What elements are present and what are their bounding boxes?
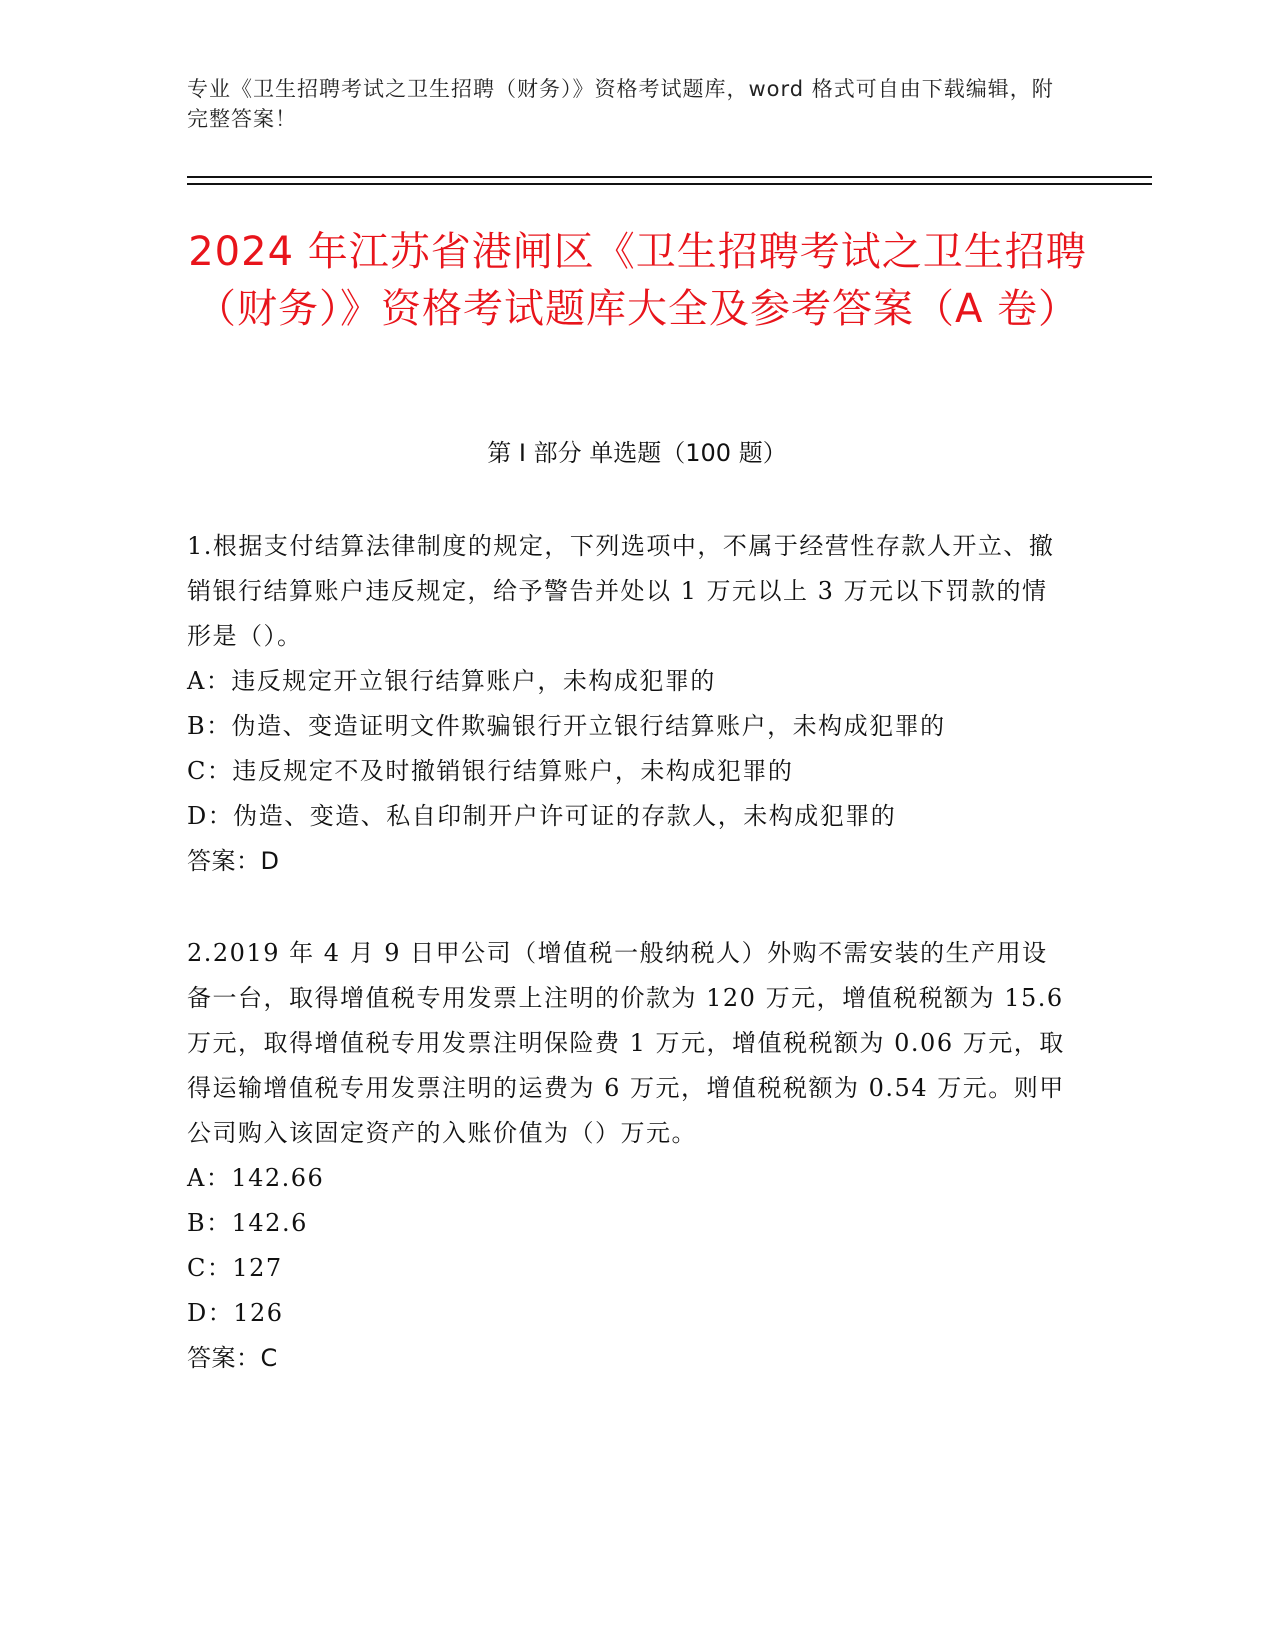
answer: 答案：C bbox=[187, 1344, 278, 1372]
option-c: C：127 bbox=[187, 1254, 283, 1282]
option-a: A：142.66 bbox=[187, 1164, 325, 1192]
option-b: B：142.6 bbox=[187, 1209, 308, 1237]
option-d: D：伪造、变造、私自印制开户许可证的存款人，未构成犯罪的 bbox=[187, 802, 897, 830]
option-c: C：违反规定不及时撤销银行结算账户，未构成犯罪的 bbox=[187, 757, 794, 785]
header-note: 专业《卫生招聘考试之卫生招聘（财务）》资格考试题库，word 格式可自由下载编辑，附完整答案！ bbox=[187, 77, 1054, 131]
section-title: 第 I 部分 单选题（100 题） bbox=[487, 439, 787, 467]
document-title: 2024 年江苏省港闸区《卫生招聘考试之卫生招聘（财务）》资格考试题库大全及参考答案（A 卷） bbox=[188, 229, 1087, 332]
header-rule-bottom bbox=[187, 183, 1152, 185]
header-rule-top bbox=[187, 176, 1152, 178]
answer: 答案：D bbox=[187, 847, 280, 875]
question-2 bbox=[187, 931, 1067, 1381]
question-1 bbox=[187, 524, 1067, 884]
question-stem: 1.根据支付结算法律制度的规定，下列选项中，不属于经营性存款人开立、撤销银行结算账户违反规定，给予警告并处以 1 万元以上 3 万元以下罚款的情形是（）。 bbox=[187, 532, 1055, 650]
question-stem: 2.2019 年 4 月 9 日甲公司（增值税一般纳税人）外购不需安装的生产用设备一台，取得增值税专用发票上注明的价款为 120 万元，增值税税额为 15.6 万元，取得增值税专用发票注明保险费 1 万元，增值税税额为 0.06 万元，取得运输增值税专用发票注明的运费为 6 万元，增值税税额为 0.54 万元。则甲公司购入该固定资产的入账价值为（）万元。 bbox=[187, 939, 1065, 1147]
option-a: A：违反规定开立银行结算账户，未构成犯罪的 bbox=[187, 667, 716, 695]
option-b: B：伪造、变造证明文件欺骗银行开立银行结算账户，未构成犯罪的 bbox=[187, 712, 946, 740]
option-d: D：126 bbox=[187, 1299, 284, 1327]
